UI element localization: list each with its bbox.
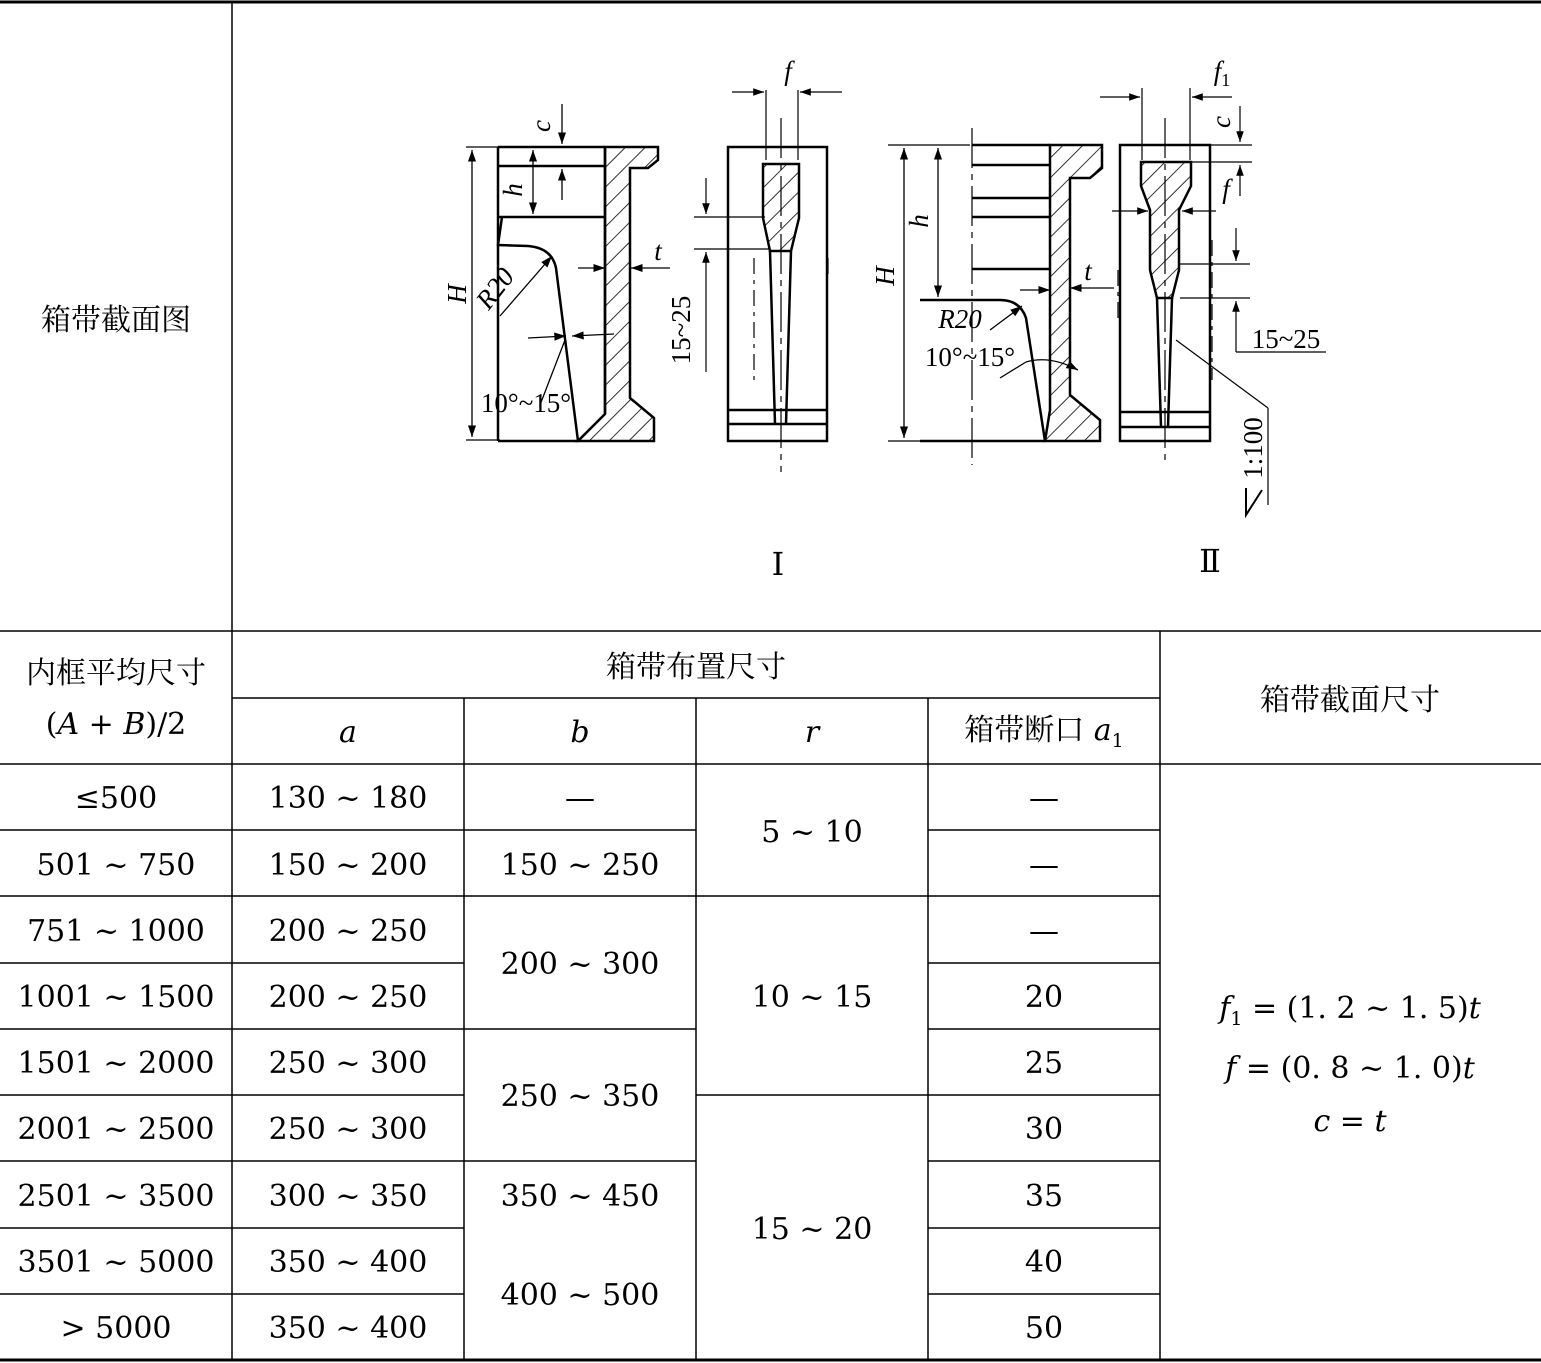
sub-header-a1: 箱带断口 $a_1$	[964, 713, 1124, 752]
cell-a: 250 ~ 300	[268, 1112, 428, 1147]
dim-h-2: h	[904, 214, 934, 228]
dim-h-1: h	[498, 183, 528, 197]
type-label-1: Ⅰ	[771, 546, 785, 582]
table-body	[18, 781, 1482, 1346]
cell-b: 350 ~ 450	[500, 1179, 660, 1214]
cell-r: 15 ~ 20	[751, 1212, 873, 1247]
cell-a: 200 ~ 250	[268, 914, 428, 949]
cell-a1: 35	[1024, 1179, 1064, 1214]
sub-header-b: b	[570, 715, 590, 750]
figure-row-label: 箱带截面图	[41, 303, 191, 338]
section-size-header: 箱带截面尺寸	[1260, 683, 1440, 718]
cell-a1: 30	[1024, 1112, 1064, 1147]
cell-r: 5 ~ 10	[761, 815, 863, 850]
col-size-header-line2: (A + B)/2	[45, 707, 187, 742]
drawing-labels	[442, 56, 1320, 582]
dim-range-2: 15~25	[1251, 324, 1321, 354]
cell-size: 1001 ~ 1500	[17, 980, 215, 1015]
group-header-layout: 箱带布置尺寸	[606, 650, 786, 685]
cell-a1: —	[1029, 781, 1059, 816]
cell-size: 2501 ~ 3500	[17, 1179, 215, 1214]
cell-a1: 50	[1024, 1311, 1064, 1346]
cell-b: 200 ~ 300	[500, 947, 660, 982]
cell-a1: 20	[1024, 980, 1064, 1015]
cell-a: 130 ~ 180	[268, 781, 428, 816]
cell-size: 3501 ~ 5000	[17, 1245, 215, 1280]
dim-f-2: f	[1222, 174, 1230, 204]
cell-a: 350 ~ 400	[268, 1311, 428, 1346]
table-header	[26, 650, 1440, 752]
dim-H-1: H	[442, 284, 472, 304]
dim-c-2: c	[1206, 116, 1236, 128]
cell-a1: 40	[1024, 1245, 1064, 1280]
dim-angle-1: 10°~15°	[480, 388, 572, 418]
cell-b: 400 ~ 500	[500, 1278, 660, 1313]
formula-c: c = t	[1313, 1104, 1387, 1139]
dim-c-1: c	[526, 120, 556, 132]
cell-a1: 25	[1024, 1046, 1064, 1081]
cell-b: 250 ~ 350	[500, 1079, 660, 1114]
sub-header-r: r	[804, 715, 820, 750]
cell-b: 150 ~ 250	[500, 848, 660, 883]
cell-b: —	[565, 781, 595, 816]
cell-a: 350 ~ 400	[268, 1245, 428, 1280]
dim-R20-2: R20	[938, 304, 982, 334]
cell-a: 300 ~ 350	[268, 1179, 428, 1214]
cell-size: > 5000	[60, 1311, 172, 1346]
cell-a: 150 ~ 200	[268, 848, 428, 883]
cell-a1: —	[1029, 914, 1059, 949]
sub-header-a: a	[339, 715, 357, 750]
dim-R20-1: R20	[469, 262, 521, 315]
formula-f1: $f_1 = (1$. 2 ~ 1. 5)t	[1219, 991, 1481, 1030]
cell-size: 2001 ~ 2500	[17, 1112, 215, 1147]
dim-f-1: f	[784, 56, 792, 86]
dim-t-2: t	[1084, 256, 1092, 286]
cell-size: 1501 ~ 2000	[17, 1046, 215, 1081]
cell-size: ≤500	[74, 781, 158, 816]
dim-f1-2: $f_1$	[1213, 56, 1231, 90]
formula-f: f = (0. 8 ~ 1. 0)t	[1225, 1051, 1475, 1086]
dim-angle-2: 10°~15°	[924, 342, 1016, 372]
type-label-2: Ⅱ	[1199, 543, 1221, 579]
dim-H-2: H	[870, 266, 900, 286]
col-size-header-line1: 内框平均尺寸	[26, 656, 206, 691]
dim-t-1: t	[654, 236, 662, 266]
cell-size: 751 ~ 1000	[27, 914, 205, 949]
cell-r: 10 ~ 15	[751, 980, 873, 1015]
cell-a: 200 ~ 250	[268, 980, 428, 1015]
cell-a: 250 ~ 300	[268, 1046, 428, 1081]
cell-a1: —	[1029, 848, 1059, 883]
cell-size: 501 ~ 750	[36, 848, 196, 883]
dim-slope-2: 1:100	[1238, 417, 1268, 479]
dim-range-1: 15~25	[666, 295, 696, 365]
